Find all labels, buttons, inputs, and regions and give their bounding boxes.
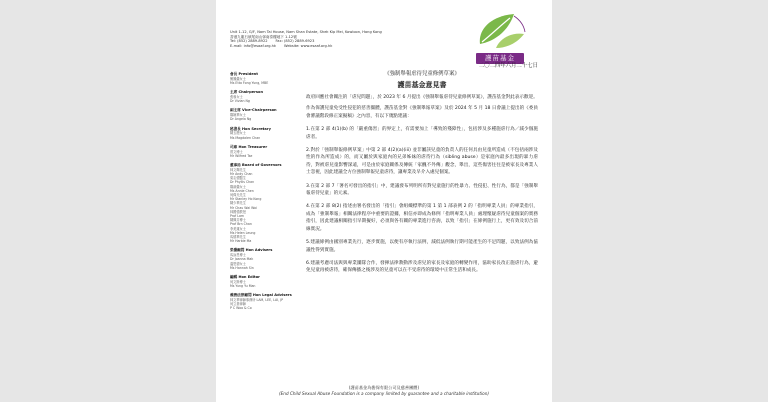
letter-footer bbox=[256, 385, 512, 397]
address-zh: 香港九龍石硤尾南山邨南泰樓地下 1-12號 bbox=[230, 34, 297, 39]
board-member-name: 何偉光先生 bbox=[230, 193, 246, 198]
board-group bbox=[230, 90, 300, 103]
letter-subject: 《強制舉報虐待兒童條例草案》 bbox=[384, 71, 460, 77]
footer-en: (End Child Sexual Abuse Foundation is a company limited by guarantee and a charitable institution) bbox=[279, 391, 489, 396]
board-member-name: 馬德華先生 bbox=[230, 235, 246, 240]
email: E-mail: info@esaaf.org.hk bbox=[230, 43, 276, 48]
board-group-title: 榮譽顧問 Hon Advisers bbox=[230, 248, 273, 253]
board-member-name: 李美蓮女士 bbox=[230, 226, 246, 231]
logo-text: 護苗基金 bbox=[476, 53, 524, 64]
board-group-title: 司庫 Hon Treasurer bbox=[230, 144, 268, 149]
board-member-name: 曾文博士 bbox=[230, 149, 243, 154]
address-block bbox=[230, 30, 430, 48]
board-member-name: 馬詠恩博士 bbox=[230, 253, 246, 258]
board-member-list bbox=[230, 72, 300, 316]
paragraph-intro-1: 政府回應社會關注的「虐兒問題」，於 2023 年 6 月提出《強制舉報虐待兒童條例草案》，護苗基金對此表示歡迎。 bbox=[306, 95, 538, 100]
board-member-name: 陳玉麗女士 bbox=[230, 131, 246, 136]
paragraph-point-6: 6.建議考慮司法與與專業團隊合作，發揮法律教動涉及虐兒的家長及家庭的轉變作用，協助家長改正施虐行為，避免兒童再被虐待，確保傳播之後涉及的兒童可以在不受虐待的環境中正常生活和成長。 bbox=[306, 260, 538, 274]
telephone: Tel: (852) 2889-8922 bbox=[230, 39, 268, 44]
paragraph-point-5: 5.建議條例由國別專業先行，逐步實施，以便有序執行法例，減低法例執行期可能產生的不足問題，以致法例為協議性得到實施。 bbox=[306, 240, 538, 253]
board-group-title: 編輯 Hon Editor bbox=[230, 275, 260, 280]
paragraph-intro-2: 作為保護兒童免受性侵犯的慈善團體，護苗基金對《強制舉報草案》及於 2024 年 5 月 18 日會議上提出的《委員會審議階段修正案擬稿》之內容，有以下幾點建議： bbox=[306, 106, 538, 119]
letterhead bbox=[230, 30, 430, 48]
board-member-name: 陳佩芬博士 bbox=[230, 218, 246, 223]
board-member-name: 林文華律師事務所 LAM, LEE, LAI, JP bbox=[230, 298, 284, 303]
board-member-name: 溫恩德女士 bbox=[230, 261, 246, 266]
board-member-name: Mr Chau Wai Wai bbox=[230, 205, 257, 210]
board-group-title: 秘書長 Hon Secretary bbox=[230, 126, 271, 131]
letter-date: 二〇二四年六月二十七日 bbox=[478, 63, 538, 69]
board-group bbox=[230, 108, 300, 121]
board-group bbox=[230, 72, 300, 85]
board-group bbox=[230, 127, 300, 140]
board-member-name: 陳少華先生 bbox=[230, 201, 246, 206]
board-member-name: Dr Joanna Mak bbox=[230, 257, 254, 262]
logo-leaf-icon bbox=[470, 8, 530, 54]
board-group-title: 會長 President bbox=[230, 72, 258, 76]
board-member-name: Ms Hannah Sin bbox=[230, 265, 254, 270]
board-member-name: 鄭婉華女士 bbox=[230, 113, 246, 118]
board-member-name: 劉鳳儀女士 bbox=[230, 76, 246, 81]
board-member-name: Dr Phyllis Chan bbox=[230, 180, 255, 185]
board-member-name: Ms Annie Chen bbox=[230, 188, 254, 193]
board-member-name: Mr Stanley Ho Kong bbox=[230, 197, 262, 202]
letter-page bbox=[216, 0, 552, 402]
board-group bbox=[230, 293, 300, 310]
board-group bbox=[230, 275, 300, 288]
board-group-title: 義務法律顧問 Hon Legal Advisers bbox=[230, 293, 292, 298]
footer-zh: (護苗基金為擔保有限公司及慈善團體) bbox=[348, 385, 420, 390]
board-member-name: 何文斯博士 bbox=[230, 279, 246, 284]
paragraph-point-4: 4.在第 2 部 8(2) 指述由署名發出的「指引」會組織標準的第 1 第 1 部表例 2 的「指明專業人員」的專業指引，成為「強制舉報」相關法律程序中重要的證據，相信亦即成為條例「指明專業人員」處理懷疑虐待兒童個案的實務指引，因此建議相關指引早期擬好，必須與各有關的專業進行咨詢，以致「指引」在條例施行上，更有效及切合前線實況。 bbox=[306, 204, 538, 232]
board-member-name: Mr Harbie Ma bbox=[230, 239, 252, 244]
board-group-title: 副主席 Vice-Chairperson bbox=[230, 108, 277, 113]
board-member-name: Prof Brn Chan bbox=[230, 222, 252, 227]
letter-body bbox=[306, 62, 538, 281]
board-member-name: 何立基律師 bbox=[230, 302, 246, 307]
address-en: Unit 1-12, G/F, Nam Tai House, Nam Shan Estate, Shek Kip Mei, Kowloon, Hong Kong bbox=[230, 30, 382, 34]
board-group-title: 主席 Chairperson bbox=[230, 90, 264, 95]
paragraph-point-1: 1.在第 2 部 4(1)(b) 的「嚴重傷害」的界定上，有需要加上「導致的殘障性」，包括涉及多種施虐行為／減少個施虐者。 bbox=[306, 127, 538, 140]
board-member-name: 林文輝先生 bbox=[230, 167, 246, 172]
board-group bbox=[230, 248, 300, 270]
board-group-title: 董事局 Board of Governors bbox=[230, 163, 282, 168]
board-member-name: Prof Lam bbox=[230, 214, 245, 219]
board-member-name: P C Woo & Co bbox=[230, 306, 252, 311]
website: Website: www.esaaf.org.hk bbox=[283, 43, 333, 48]
fax: Fax: (852) 2889-6923 bbox=[275, 39, 315, 44]
foundation-logo bbox=[470, 8, 530, 66]
board-member-name: 梁志強醫生 bbox=[230, 176, 246, 181]
board-member-name: Ms Yung Yu Man bbox=[230, 284, 256, 289]
paragraph-point-3: 3.在第 2 部 7「署名可發出的指引」中，建議發布列明所有對兒童施行的性暴力、性侵犯、性行為，都是「強制舉報虐待兒童」的元素。 bbox=[306, 183, 538, 197]
letter-title: 護苗基金意見書 bbox=[397, 81, 447, 89]
board-group bbox=[230, 145, 300, 158]
board-group bbox=[230, 163, 300, 243]
board-member-name: Ms Magdalen Chan bbox=[230, 135, 261, 140]
board-member-name: 林國強教授 bbox=[230, 209, 246, 214]
board-member-name: Ms Etta Fong Yung, MBE bbox=[230, 81, 269, 85]
board-member-name: Dr Vivian Ng bbox=[230, 99, 250, 104]
board-member-name: Mr Wilfred Tse bbox=[230, 153, 253, 158]
board-member-name: 鄭淑儀女士 bbox=[230, 184, 246, 189]
board-member-name: 張蓉女士 bbox=[230, 95, 243, 99]
paragraph-point-2: 2.對於「強制舉報條例草案」中第 2 部 4(2)(a)(iii) 並非屬該兒童的負責人的任何具由兒童所造成（不包括兩涉及性的作為所造成）的，而又屬於與家庭內的兄弟姊妹的虐待行為（sibling abuse）是家庭內最多出現的暴力虐待，對被虐兒童影響深遠，可是由於家庭關係及傳統「家醜不外傳」觀念，舉出，這些傷害往往是被家長及專業人士忽視，因此建議全方位強制舉報兒童虐待，讓專業及早介入處兒個案。 bbox=[306, 148, 538, 176]
board-member-name: Ms Helen Leung bbox=[230, 230, 256, 235]
board-member-name: Mr Andy Chan bbox=[230, 172, 253, 177]
board-member-name: Dr Angela Ng bbox=[230, 117, 252, 122]
